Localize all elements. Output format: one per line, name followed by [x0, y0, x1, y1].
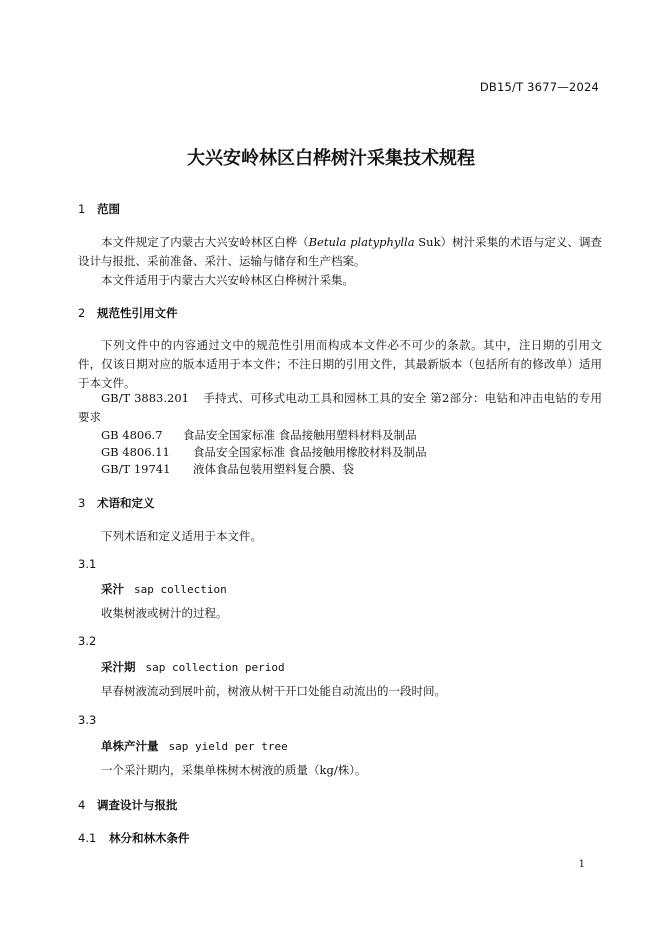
section-1-paragraph-1	[78, 233, 602, 271]
section-4-heading	[78, 797, 178, 813]
term-definition: 一个采汁期内，采集单株树木树液的质量（kg/株）。	[101, 763, 367, 777]
term-en: sap collection period	[145, 661, 285, 674]
term-heading	[101, 581, 227, 597]
section-3-intro: 下列术语和定义适用于本文件。	[101, 529, 262, 543]
section-3-heading	[78, 495, 155, 511]
reference-item	[101, 461, 354, 477]
reference-item	[101, 427, 417, 443]
page-number: 1	[578, 859, 585, 870]
section-number: 4	[78, 798, 86, 812]
section-number: 2	[78, 306, 86, 320]
reference-code: GB 4806.7	[101, 428, 163, 442]
text-run: 本文件规定了内蒙古大兴安岭林区白桦（	[101, 235, 309, 249]
reference-title: 食品安全国家标准 食品接触用塑料材料及制品	[183, 428, 417, 442]
term-en: sap collection	[134, 583, 227, 596]
section-1-paragraph-2: 本文件适用于内蒙古大兴安岭林区白桦树汁采集。	[101, 273, 354, 287]
text-run: Suk）树汁采集的术语与定义、调查设计与报批、采前准备、采汁、运输与储存和生产档案。	[78, 235, 602, 268]
term-heading	[101, 738, 288, 754]
latin-name: Betula platyphylla	[308, 235, 415, 249]
section-2-paragraph-1: 下列文件中的内容通过文中的规范性引用而构成本文件必不可少的条款。其中，注日期的引用文件，仅该日期对应的版本适用于本文件；不注日期的引用文件，其最新版本（包括所有的修改单）适用于本文件。	[78, 338, 602, 390]
reference-item	[78, 389, 602, 427]
reference-title: 食品安全国家标准 食品接触用橡胶材料及制品	[193, 445, 427, 459]
section-number: 3	[78, 496, 86, 510]
term-heading	[101, 659, 285, 675]
subsection-4-1-heading	[78, 830, 190, 846]
reference-title: 液体食品包装用塑料复合膜、袋	[193, 462, 354, 476]
reference-code: GB/T 19741	[101, 462, 171, 476]
reference-title: 手持式、可移式电动工具和园林工具的安全 第2部分：电钻和冲击电钻的专用要求	[78, 391, 603, 424]
section-number: 1	[78, 202, 86, 216]
section-title: 范围	[97, 202, 120, 216]
section-1-heading	[78, 201, 120, 217]
document-code: DB15/T 3677—2024	[479, 80, 599, 94]
subsection-title: 林分和林木条件	[109, 831, 190, 845]
term-en: sap yield per tree	[168, 740, 288, 753]
reference-code: GB 4806.11	[101, 445, 170, 459]
section-title: 术语和定义	[97, 496, 155, 510]
term-number: 3.1	[78, 557, 97, 571]
section-title: 规范性引用文件	[97, 306, 178, 320]
term-definition: 收集树液或树汁的过程。	[101, 606, 228, 620]
term-zh: 单株产汁量	[101, 739, 159, 753]
term-zh: 采汁	[101, 582, 124, 596]
section-2-heading	[78, 305, 178, 321]
term-number: 3.3	[78, 713, 97, 727]
document-title: 大兴安岭林区白桦树汁采集技术规程	[187, 148, 475, 169]
term-definition: 早春树液流动到展叶前，树液从树干开口处能自动流出的一段时间。	[101, 684, 446, 698]
reference-code: GB/T 3883.201	[101, 391, 189, 405]
term-zh: 采汁期	[101, 660, 136, 674]
term-number: 3.2	[78, 634, 97, 648]
subsection-number: 4.1	[78, 831, 97, 845]
reference-item	[101, 444, 427, 460]
section-title: 调查设计与报批	[97, 798, 178, 812]
